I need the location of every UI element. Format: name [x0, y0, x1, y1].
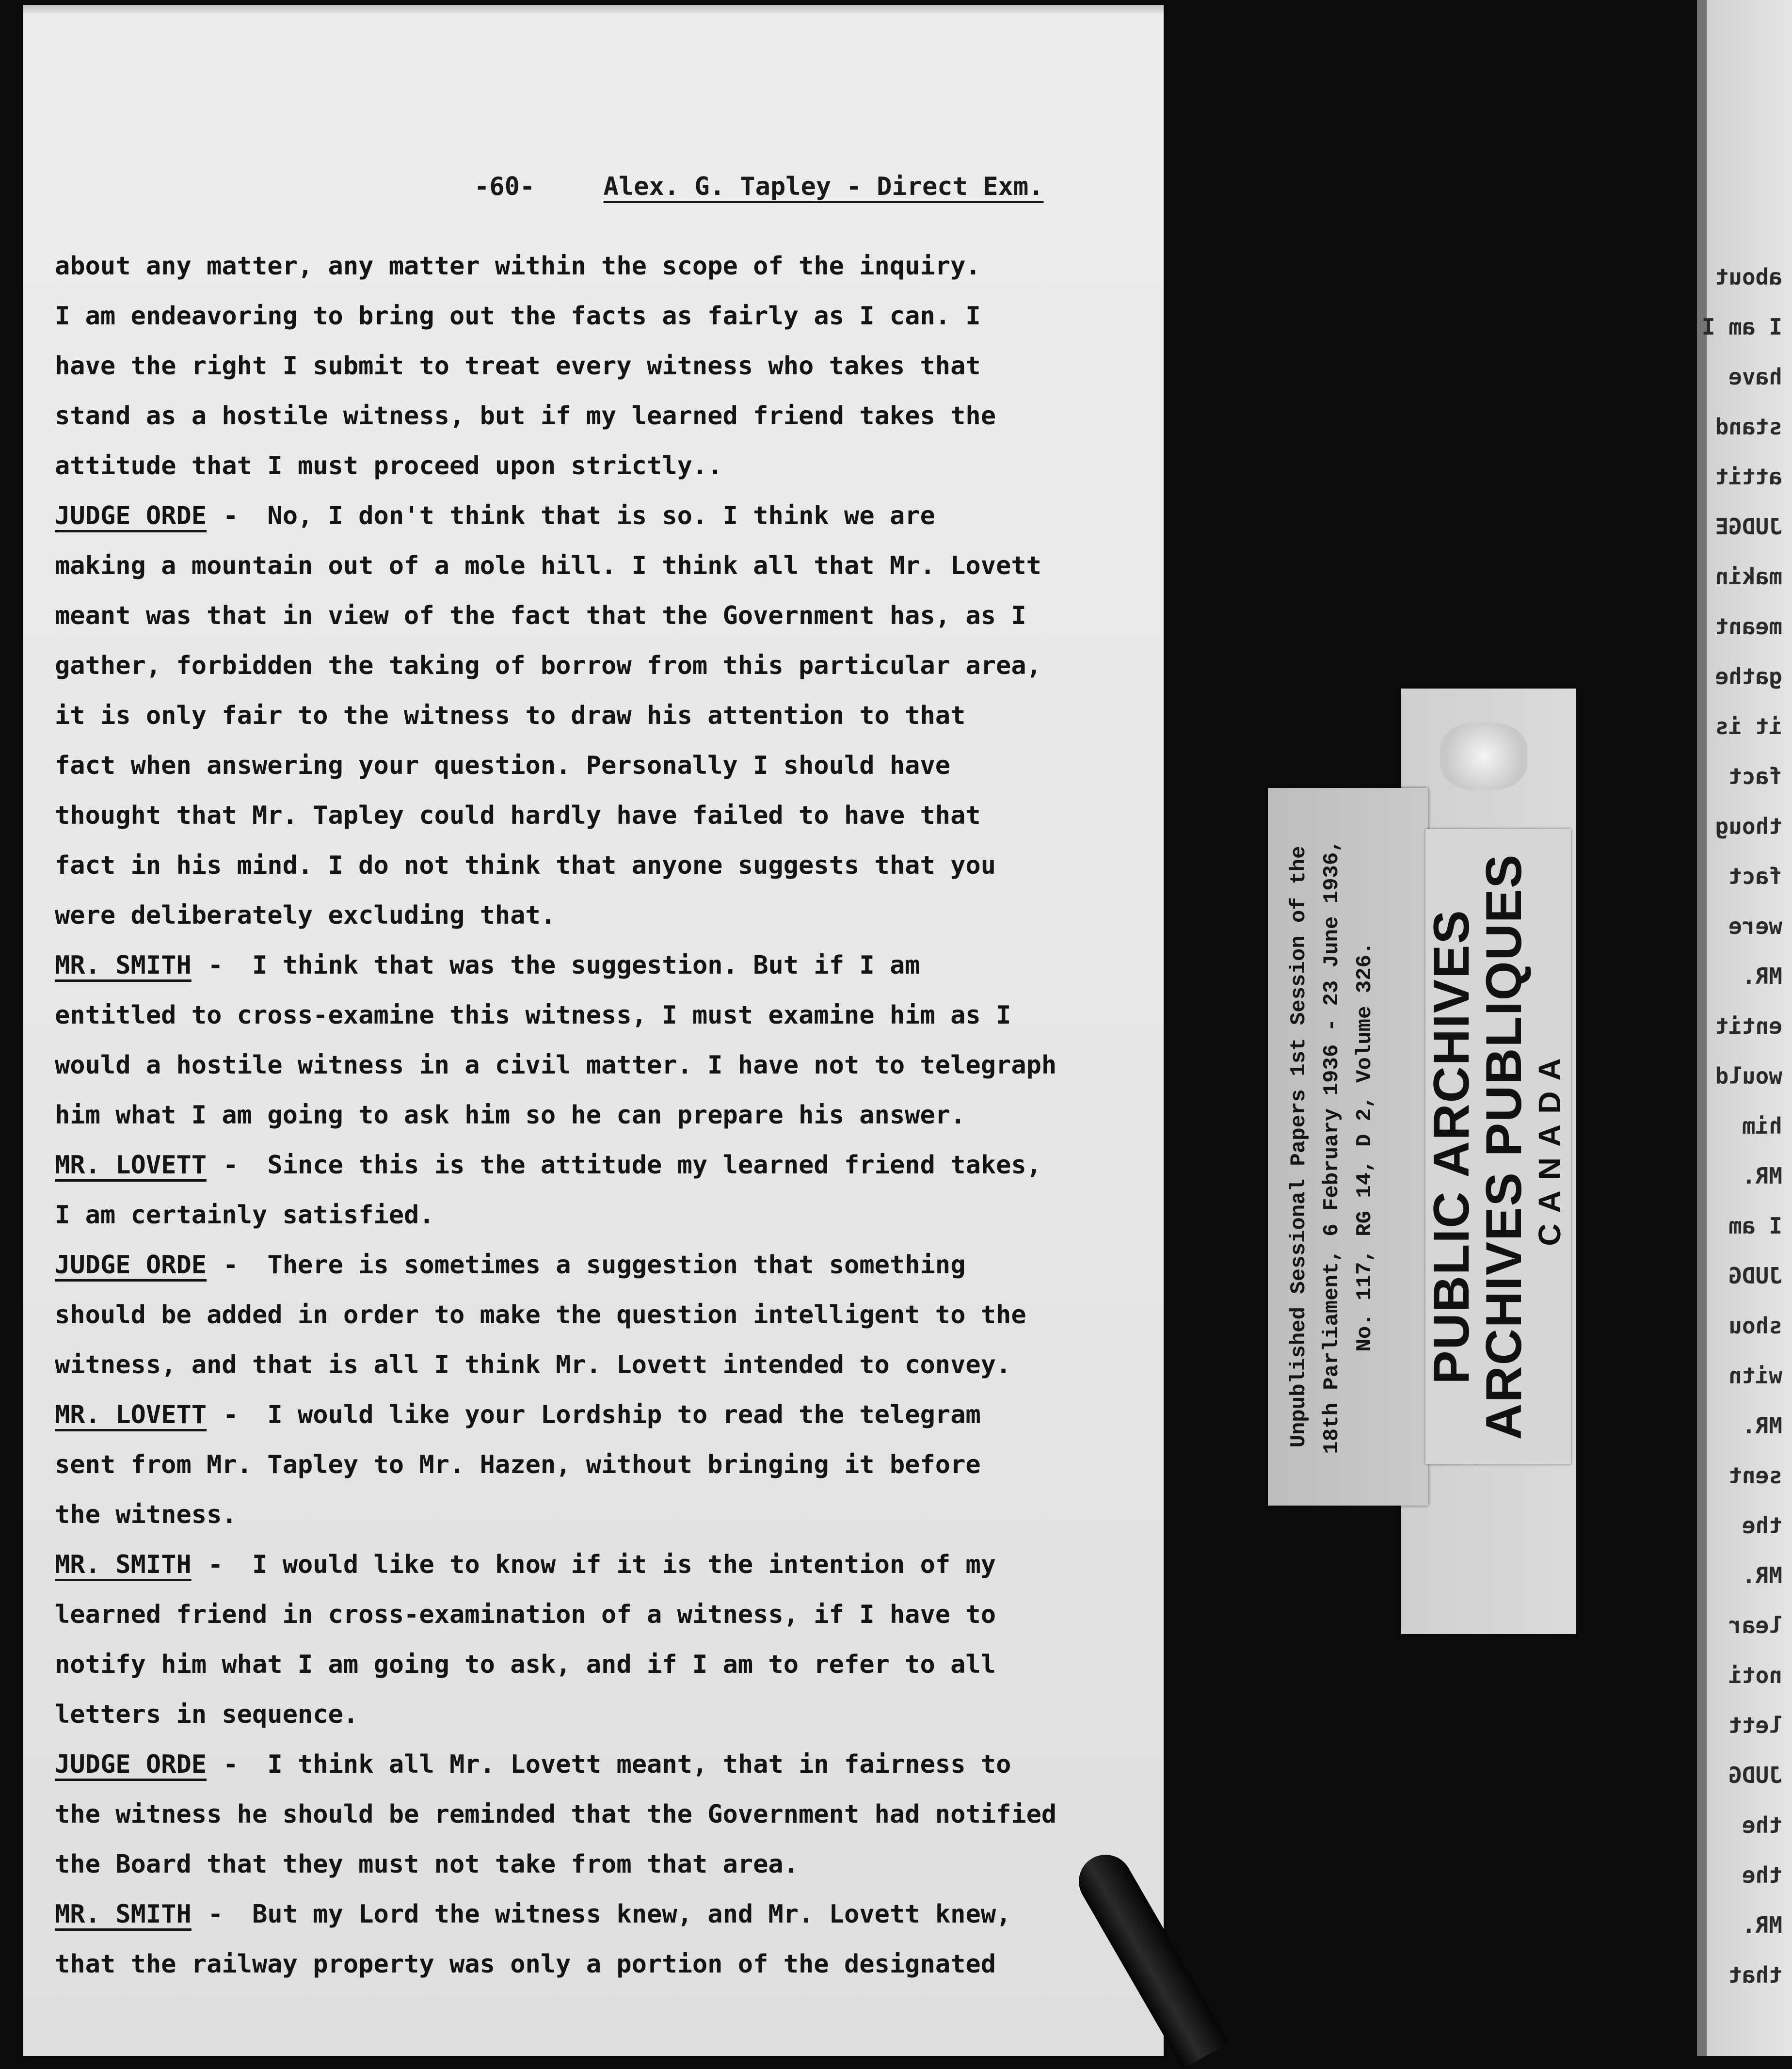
mirrored-fragment: stand — [1715, 414, 1782, 440]
mirrored-fragment: the — [1742, 1512, 1782, 1539]
document-page — [23, 5, 1164, 2056]
mirrored-fragment: attit — [1715, 464, 1782, 490]
mirrored-fragment: that — [1728, 1962, 1782, 1988]
transcript-line — [55, 641, 1160, 691]
mirrored-text — [1697, 252, 1792, 2000]
transcript-line — [55, 1640, 1160, 1690]
archive-stamp-text — [1425, 841, 1571, 1452]
transcript-line — [55, 841, 1160, 891]
speaker-dash: - — [223, 501, 239, 530]
speaker-name: JUDGE ORDE — [55, 1750, 207, 1779]
line-text: have the right I submit to treat every witness who takes that — [55, 352, 981, 381]
line-text: him what I am going to ask him so he can prepare his answer. — [55, 1101, 966, 1130]
transcript-line — [55, 1140, 1160, 1190]
mirrored-fragment: the — [1742, 1862, 1782, 1888]
line-text: I think all Mr. Lovett meant, that in fairness to — [267, 1750, 1011, 1779]
speaker-name: MR. LOVETT — [55, 1400, 207, 1429]
line-text: would a hostile witness in a civil matter. I have not to telegraph — [55, 1051, 1057, 1080]
speaker-dash: - — [208, 1900, 224, 1929]
line-text: were deliberately excluding that. — [55, 901, 556, 930]
mirrored-fragment: about — [1715, 264, 1782, 290]
transcript-line — [55, 341, 1160, 391]
paper-clip-icon — [1440, 722, 1527, 790]
archive-reference-text — [1282, 812, 1413, 1481]
transcript-line — [55, 1840, 1160, 1890]
line-text: about any matter, any matter within the scope of the inquiry. — [55, 252, 981, 281]
mirrored-fragment: would — [1715, 1063, 1782, 1089]
mirrored-fragment: makin — [1715, 563, 1782, 590]
line-text: sent from Mr. Tapley to Mr. Hazen, without bringing it before — [55, 1450, 981, 1479]
mirrored-fragment: MR. — [1742, 963, 1782, 989]
transcript-line — [55, 1790, 1160, 1840]
mirrored-fragment: JUDGE — [1715, 513, 1782, 540]
line-text: I am endeavoring to bring out the facts as fairly as I can. I — [55, 302, 981, 331]
line-text: notify him what I am going to ask, and if I am to refer to all — [55, 1650, 996, 1679]
transcript-line — [55, 1091, 1160, 1140]
transcript-line — [55, 1490, 1160, 1540]
mirrored-fragment: MR. — [1742, 1912, 1782, 1938]
line-text: No, I don't think that is so. I think we are — [267, 501, 935, 530]
transcript-line — [55, 1290, 1160, 1340]
mirrored-fragment: sent — [1728, 1462, 1782, 1489]
line-text: letters in sequence. — [55, 1700, 359, 1729]
mirrored-fragment: the — [1742, 1812, 1782, 1838]
mirrored-fragment: MR. — [1742, 1163, 1782, 1189]
mirrored-fragment: gathe — [1715, 663, 1782, 690]
line-text: I am certainly satisfied. — [55, 1201, 434, 1230]
line-text: Since this is the attitude my learned friend takes, — [267, 1151, 1042, 1180]
line-text: witness, and that is all I think Mr. Lovett intended to convey. — [55, 1350, 1011, 1379]
mirrored-fragment: thoug — [1715, 813, 1782, 839]
transcript-line — [55, 1340, 1160, 1390]
mirrored-fragment: meant — [1715, 613, 1782, 640]
line-text: it is only fair to the witness to draw his attention to that — [55, 701, 966, 730]
mirrored-fragment: JUDG — [1728, 1263, 1782, 1289]
transcript-line — [55, 591, 1160, 641]
page-title: Alex. G. Tapley - Direct Exm. — [603, 172, 1044, 201]
line-text: the Board that they must not take from that area. — [55, 1850, 799, 1879]
transcript-line — [55, 1690, 1160, 1740]
transcript-line — [55, 291, 1160, 341]
page-header — [474, 172, 1043, 201]
mirrored-fragment: noti — [1728, 1662, 1782, 1688]
mirrored-fragment: him — [1742, 1113, 1782, 1139]
transcript-line — [55, 441, 1160, 491]
speaker-dash: - — [208, 1550, 224, 1579]
line-text: entitled to cross-examine this witness, I must examine him as I — [55, 1001, 1011, 1030]
speaker-name: MR. SMITH — [55, 1550, 192, 1579]
mirrored-fragment: were — [1728, 913, 1782, 939]
speaker-name: MR. SMITH — [55, 1900, 192, 1929]
transcript-line — [55, 791, 1160, 841]
transcript-line — [55, 1940, 1160, 1989]
mirrored-fragment: fact — [1728, 863, 1782, 889]
archive-reference-line: No. 117, RG 14, D 2, Volume 326. — [1353, 942, 1377, 1352]
page-edge — [23, 5, 1164, 14]
line-text: the witness he should be reminded that the Government had notified — [55, 1800, 1057, 1829]
mirrored-fragment: witn — [1728, 1363, 1782, 1389]
transcript-line — [55, 491, 1160, 541]
transcript-line — [55, 1890, 1160, 1940]
line-text: But my Lord the witness knew, and Mr. Lovett knew, — [252, 1900, 1011, 1929]
mirrored-fragment: JUDG — [1728, 1762, 1782, 1788]
stamp-line-canada: CANADA — [1532, 1047, 1567, 1246]
mirrored-fragment: I am I — [1701, 314, 1782, 340]
transcript-line — [55, 1041, 1160, 1091]
speaker-dash: - — [223, 1750, 239, 1779]
transcript-body — [55, 241, 1160, 1989]
mirrored-fragment: fact — [1728, 763, 1782, 789]
transcript-line — [55, 391, 1160, 441]
transcript-line — [55, 1240, 1160, 1290]
transcript-line — [55, 1740, 1160, 1790]
line-text: meant was that in view of the fact that the Government has, as I — [55, 601, 1026, 630]
transcript-line — [55, 1590, 1160, 1640]
speaker-dash: - — [223, 1251, 239, 1280]
line-text: I think that was the suggestion. But if I am — [252, 951, 920, 980]
stamp-line-public-archives: PUBLIC ARCHIVES — [1424, 909, 1480, 1384]
line-text: I would like your Lordship to read the telegram — [267, 1400, 981, 1429]
speaker-dash: - — [223, 1151, 239, 1180]
line-text: fact in his mind. I do not think that anyone suggests that you — [55, 851, 996, 880]
mirrored-fragment: MR. — [1742, 1562, 1782, 1588]
mirrored-fragment: entit — [1715, 1013, 1782, 1039]
line-text: should be added in order to make the question intelligent to the — [55, 1300, 1026, 1330]
mirrored-fragment: lear — [1728, 1612, 1782, 1638]
line-text: gather, forbidden the taking of borrow from this particular area, — [55, 651, 1041, 680]
transcript-line — [55, 1540, 1160, 1590]
archive-reference-line: 18th Parliament, 6 February 1936 - 23 June 1936, — [1320, 839, 1344, 1454]
line-text: There is sometimes a suggestion that something — [267, 1251, 966, 1280]
speaker-name: MR. LOVETT — [55, 1151, 207, 1180]
mirrored-fragment: it is — [1715, 713, 1782, 739]
mirrored-fragment: MR. — [1742, 1412, 1782, 1439]
archive-reference-slip — [1268, 788, 1428, 1506]
transcript-line — [55, 991, 1160, 1041]
archive-stamp — [1425, 829, 1571, 1464]
line-text: that the railway property was only a portion of the designated — [55, 1950, 996, 1979]
speaker-name: MR. SMITH — [55, 951, 192, 980]
transcript-line — [55, 1190, 1160, 1240]
transcript-line — [55, 941, 1160, 991]
speaker-name: JUDGE ORDE — [55, 501, 207, 530]
speaker-dash: - — [223, 1400, 239, 1429]
line-text: attitude that I must proceed upon strictly.. — [55, 451, 723, 481]
mirrored-fragment: lett — [1728, 1712, 1782, 1738]
transcript-line — [55, 891, 1160, 941]
archive-reference-line: Unpublished Sessional Papers 1st Session of the — [1287, 846, 1311, 1448]
line-text: I would like to know if it is the intention of my — [252, 1550, 996, 1579]
transcript-line — [55, 691, 1160, 741]
line-text: the witness. — [55, 1500, 237, 1529]
line-text: fact when answering your question. Personally I should have — [55, 751, 951, 780]
stamp-line-archives-publiques: ARCHIVES PUBLIQUES — [1476, 853, 1532, 1440]
line-text: making a mountain out of a mole hill. I think all that Mr. Lovett — [55, 551, 1041, 580]
transcript-line — [55, 241, 1160, 291]
speaker-name: JUDGE ORDE — [55, 1251, 207, 1280]
facing-page-edge — [1697, 0, 1792, 2056]
transcript-line — [55, 541, 1160, 591]
speaker-dash: - — [208, 951, 224, 980]
transcript-line — [55, 1390, 1160, 1440]
mirrored-fragment: I am — [1728, 1213, 1782, 1239]
transcript-line — [55, 1440, 1160, 1490]
mirrored-fragment: shou — [1728, 1313, 1782, 1339]
line-text: learned friend in cross-examination of a witness, if I have to — [55, 1600, 996, 1629]
line-text: thought that Mr. Tapley could hardly have failed to have that — [55, 801, 981, 830]
line-text: stand as a hostile witness, but if my learned friend takes the — [55, 401, 996, 431]
page-number: -60- — [474, 172, 535, 201]
transcript-line — [55, 741, 1160, 791]
mirrored-fragment: have — [1728, 364, 1782, 390]
